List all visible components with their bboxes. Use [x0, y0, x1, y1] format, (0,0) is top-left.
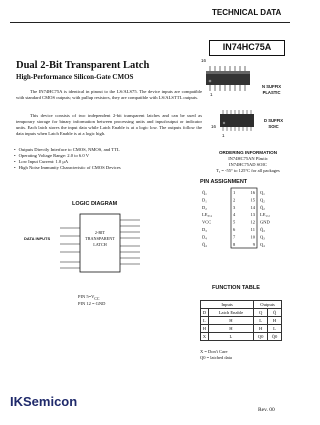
- table-col-header: D: [201, 309, 209, 317]
- table-cell: Q̄0: [268, 333, 282, 341]
- pin-right-number: 9: [252, 241, 255, 247]
- pin-left-number: 8: [233, 241, 236, 247]
- pin-note-vcc: [78, 294, 99, 301]
- pin-left-name: LE₃,₄: [202, 212, 212, 218]
- ordering-line: IN74HC75AN Plastic: [228, 156, 268, 161]
- ordering-line: IN74HC75AD SOIC: [229, 162, 267, 167]
- pin-right-name: Q₁: [260, 190, 265, 195]
- table-col-header: Latch Enable: [208, 309, 253, 317]
- table-cell: H: [201, 325, 209, 333]
- function-table-notes: [200, 349, 232, 361]
- pin-left-name: VCC: [202, 219, 212, 225]
- latch-block-line-2: TRANSPARENT: [85, 236, 115, 241]
- table-col-header: Q: [254, 309, 268, 317]
- soic-type: SOIC: [268, 123, 279, 129]
- plastic-suffix: N SUFFIX: [262, 84, 282, 89]
- table-cell: H: [208, 317, 253, 325]
- pin-note-vcc-text: PIN 5=V: [78, 294, 95, 299]
- pin-right-number: 16: [250, 190, 255, 195]
- table-note: X = Don't Care: [200, 349, 228, 354]
- pin-right-number: 10: [250, 234, 255, 240]
- latch-block-line-3: LATCH: [93, 242, 107, 247]
- soic-suffix-label: [264, 118, 283, 129]
- document-subtitle: High-Performance Silicon-Gate CMOS: [16, 73, 134, 81]
- feature-item: • Low Input Current: 1.0 μA: [14, 159, 121, 165]
- document-title: Dual 2-Bit Transparent Latch: [16, 60, 150, 71]
- plastic-type: PLASTIC: [262, 89, 281, 95]
- feature-item: • High Noise Immunity Characteristic of CMOS Devices: [14, 165, 121, 171]
- pin-right-name: Q̄₃: [260, 227, 265, 232]
- table-cell: L: [201, 317, 209, 325]
- table-row: [201, 325, 282, 333]
- pin-assignment-diagram: [200, 185, 290, 253]
- pin-right-number: 15: [250, 197, 255, 203]
- pin-note-gnd: PIN 12 = GND: [78, 301, 106, 306]
- dip-pin-16-label: 16: [201, 58, 207, 63]
- pin-left-name: Q̄₁: [202, 190, 207, 195]
- feature-list: [14, 147, 121, 171]
- function-table: [200, 300, 282, 341]
- table-cell: H: [268, 317, 282, 325]
- pin-left-number: 3: [233, 204, 236, 210]
- pin-right-number: 12: [250, 219, 255, 225]
- pin-left-number: 7: [233, 234, 236, 240]
- table-col-header: Q̄: [268, 309, 282, 317]
- pin-right-name: Q₃: [260, 234, 265, 240]
- table-cell: H: [208, 325, 253, 333]
- table-row: [201, 309, 282, 317]
- soic-suffix: D SUFFIX: [264, 118, 284, 123]
- pin-left-number: 4: [233, 212, 236, 218]
- soic-package-image: [218, 110, 256, 132]
- description-paragraph-1: The IN74HC75A is identical in pinout to the LS/ALS75. The device inputs are compatible with standard CMOS outputs; with pullup resistors, they are compatible with LS/ALSTTL outputs.: [16, 89, 202, 100]
- logic-diagram-title: LOGIC DIAGRAM: [72, 201, 118, 207]
- header-label: TECHNICAL DATA: [212, 8, 282, 17]
- pin-right-number: 11: [250, 227, 255, 232]
- feature-item: • Operating Voltage Range: 2.0 to 6.0 V: [14, 153, 121, 159]
- pin-right-number: 13: [250, 212, 255, 218]
- pin-left-name: D₃: [202, 227, 207, 232]
- description-paragraph-2: This device consists of two independent 2-bit transparent latches and can be used as temporary storage for binary information between processing units and input/output or indicator units. Each latch stores the input data while Latch Enable is at a logic low. The outputs follow the data inputs when Latch Enable is at a logic high.: [16, 113, 202, 136]
- table-row: [201, 301, 282, 309]
- table-cell: L: [208, 333, 253, 341]
- table-cell: L: [254, 317, 268, 325]
- pin-left-name: D₂: [202, 204, 207, 210]
- ordering-line: Tₐ = -55° to 125°C for all packages: [216, 168, 280, 173]
- ordering-heading: ORDERING INFORMATION: [218, 150, 278, 155]
- revision-label: Rev. 00: [258, 407, 275, 413]
- table-row: [201, 333, 282, 341]
- table-cell: X: [201, 333, 209, 341]
- pin-left-number: 1: [233, 190, 236, 195]
- pin-note-vcc-sub: CC: [94, 296, 100, 301]
- pin-left-number: 6: [233, 227, 236, 232]
- table-cell: L: [268, 325, 282, 333]
- table-group-header: Inputs: [201, 301, 254, 309]
- pin-right-name: LE₁,₂: [260, 212, 270, 218]
- pin-right-name: GND: [260, 219, 270, 225]
- pin-left-name: D₁: [202, 197, 207, 203]
- header-rule: [10, 22, 290, 23]
- pin-assignment-title: PIN ASSIGNMENT: [200, 179, 248, 185]
- soic-pin-16-label: 16: [211, 124, 217, 129]
- pin-left-name: D₄: [202, 234, 207, 240]
- part-number-box: IN74HC75A: [209, 40, 285, 56]
- feature-item: • Outputs Directly Interface to CMOS, NMOS, and TTL: [14, 147, 121, 153]
- pin-right-name: Q₂: [260, 197, 265, 203]
- table-cell: H: [254, 325, 268, 333]
- table-cell: Q0: [254, 333, 268, 341]
- pin-right-name: Q̄₂: [260, 204, 265, 210]
- pin-right-number: 14: [250, 204, 255, 210]
- data-inputs-label: DATA INPUTS: [24, 236, 51, 241]
- table-note: Q0 = latched data: [200, 355, 232, 360]
- dip-pin-1-label: 1: [210, 92, 213, 97]
- pin-right-name: Q₄: [260, 241, 265, 247]
- ordering-information: [200, 150, 296, 174]
- company-logo: IKSemicon: [10, 394, 78, 409]
- table-row: [201, 317, 282, 325]
- pin-left-name: Q̄₄: [202, 241, 207, 247]
- table-group-header: Outputs: [254, 301, 282, 309]
- dip-package-image: [204, 66, 254, 92]
- plastic-suffix-label: [262, 84, 281, 95]
- latch-block-line-1: 2-BIT: [94, 230, 106, 235]
- function-table-title: FUNCTION TABLE: [212, 285, 260, 291]
- soic-pin-1-label: 1: [222, 133, 225, 138]
- pin-left-number: 2: [233, 197, 236, 203]
- logic-diagram: [20, 210, 170, 280]
- pin-left-number: 5: [233, 219, 236, 225]
